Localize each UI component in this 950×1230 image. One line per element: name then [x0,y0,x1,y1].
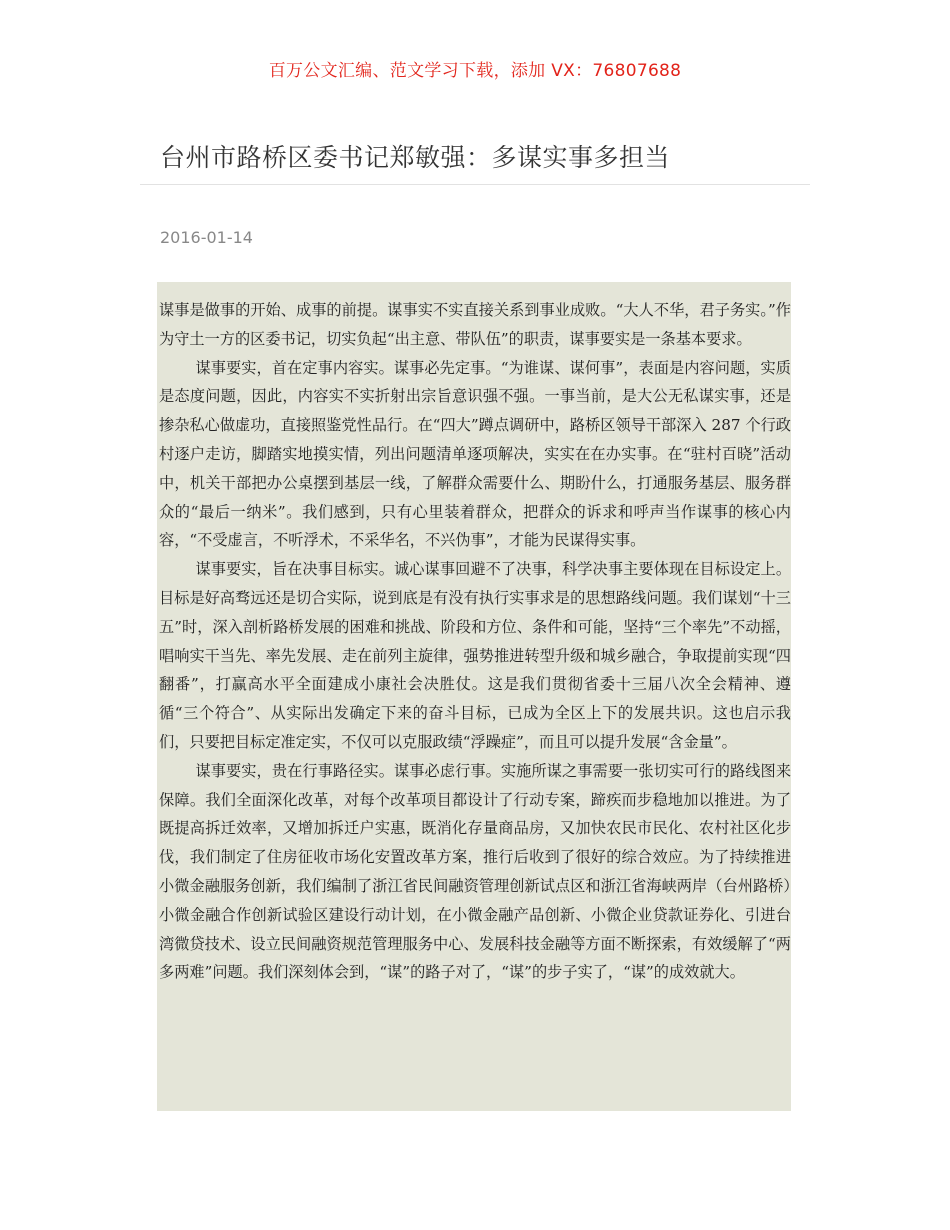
article-paragraph: 谋事是做事的开始、成事的前提。谋事实不实直接关系到事业成败。“大人不华，君子务实。”作为守土一方的区委书记，切实负起“出主意、带队伍”的职责，谋事要实是一条基本要求。 [159,301,791,348]
article-paragraph: 谋事要实，首在定事内容实。谋事必先定事。“为谁谋、谋何事”，表面是内容问题，实质是态度问题，因此，内容实不实折射出宗旨意识强不强。一事当前，是大公无私谋实事，还是掺杂私心做虚功，直接照鉴党性品行。在“四大”蹲点调研中，路桥区领导干部深入 287 个行政村逐户走访，脚踏实地摸实情，列出问题清单逐项解决，实实在在办实事。在“驻村百晓”活动中，机关干部把办公桌摆到基层一线，了解群众需要什么、期盼什么，打通服务基层、服务群众的“最后一纳米”。我们感到，只有心里装着群众，把群众的诉求和呼声当作谋事的核心内容，“不受虚言，不听浮术，不采华名，不兴伪事”，才能为民谋得实事。 [159,358,791,550]
article-paragraph: 谋事要实，旨在决事目标实。诚心谋事回避不了决事，科学决事主要体现在目标设定上。目标是好高骛远还是切合实际，说到底是有没有执行实事求是的思想路线问题。我们谋划“十三五”时，深入剖析路桥发展的困难和挑战、阶段和方位、条件和可能，坚持“三个率先”不动摇，唱响实干当先、率先发展、走在前列主旋律，强势推进转型升级和城乡融合，争取提前实现“四翻番”，打赢高水平全面建成小康社会决胜仗。这是我们贯彻省委十三届八次全会精神、遵循“三个符合”、从实际出发确定下来的奋斗目标，已成为全区上下的发展共识。这也启示我们，只要把目标定准定实，不仅可以克服政绩“浮躁症”，而且可以提升发展“含金量”。 [159,560,791,751]
title-divider [140,184,810,185]
article-paragraph: 谋事要实，贵在行事路径实。谋事必虑行事。实施所谋之事需要一张切实可行的路线图来保障。我们全面深化改革，对每个改革项目都设计了行动专案，蹄疾而步稳地加以推进。为了既提高拆迁效率，又增加拆迁户实惠，既消化存量商品房，又加快农民市民化、农村社区化步伐，我们制定了住房征收市场化安置改革方案，推行后收到了很好的综合效应。为了持续推进小微金融服务创新，我们编制了浙江省民间融资管理创新试点区和浙江省海峡两岸（台州路桥）小微金融合作创新试验区建设行动计划，在小微金融产品创新、小微企业贷款证券化、引进台湾微贷技术、设立民间融资规范管理服务中心、发展科技金融等方面不断探索，有效缓解了“两多两难”问题。我们深刻体会到，“谋”的路子对了，“谋”的步子实了，“谋”的成效就大。 [159,761,791,982]
promo-banner: 百万公文汇编、范文学习下载，添加 VX：76807688 [268,61,682,81]
publish-date: 2016-01-14 [160,228,253,247]
article-body [157,282,791,1111]
article-title: 台州市路桥区委书记郑敏强：多谋实事多担当 [160,143,671,172]
